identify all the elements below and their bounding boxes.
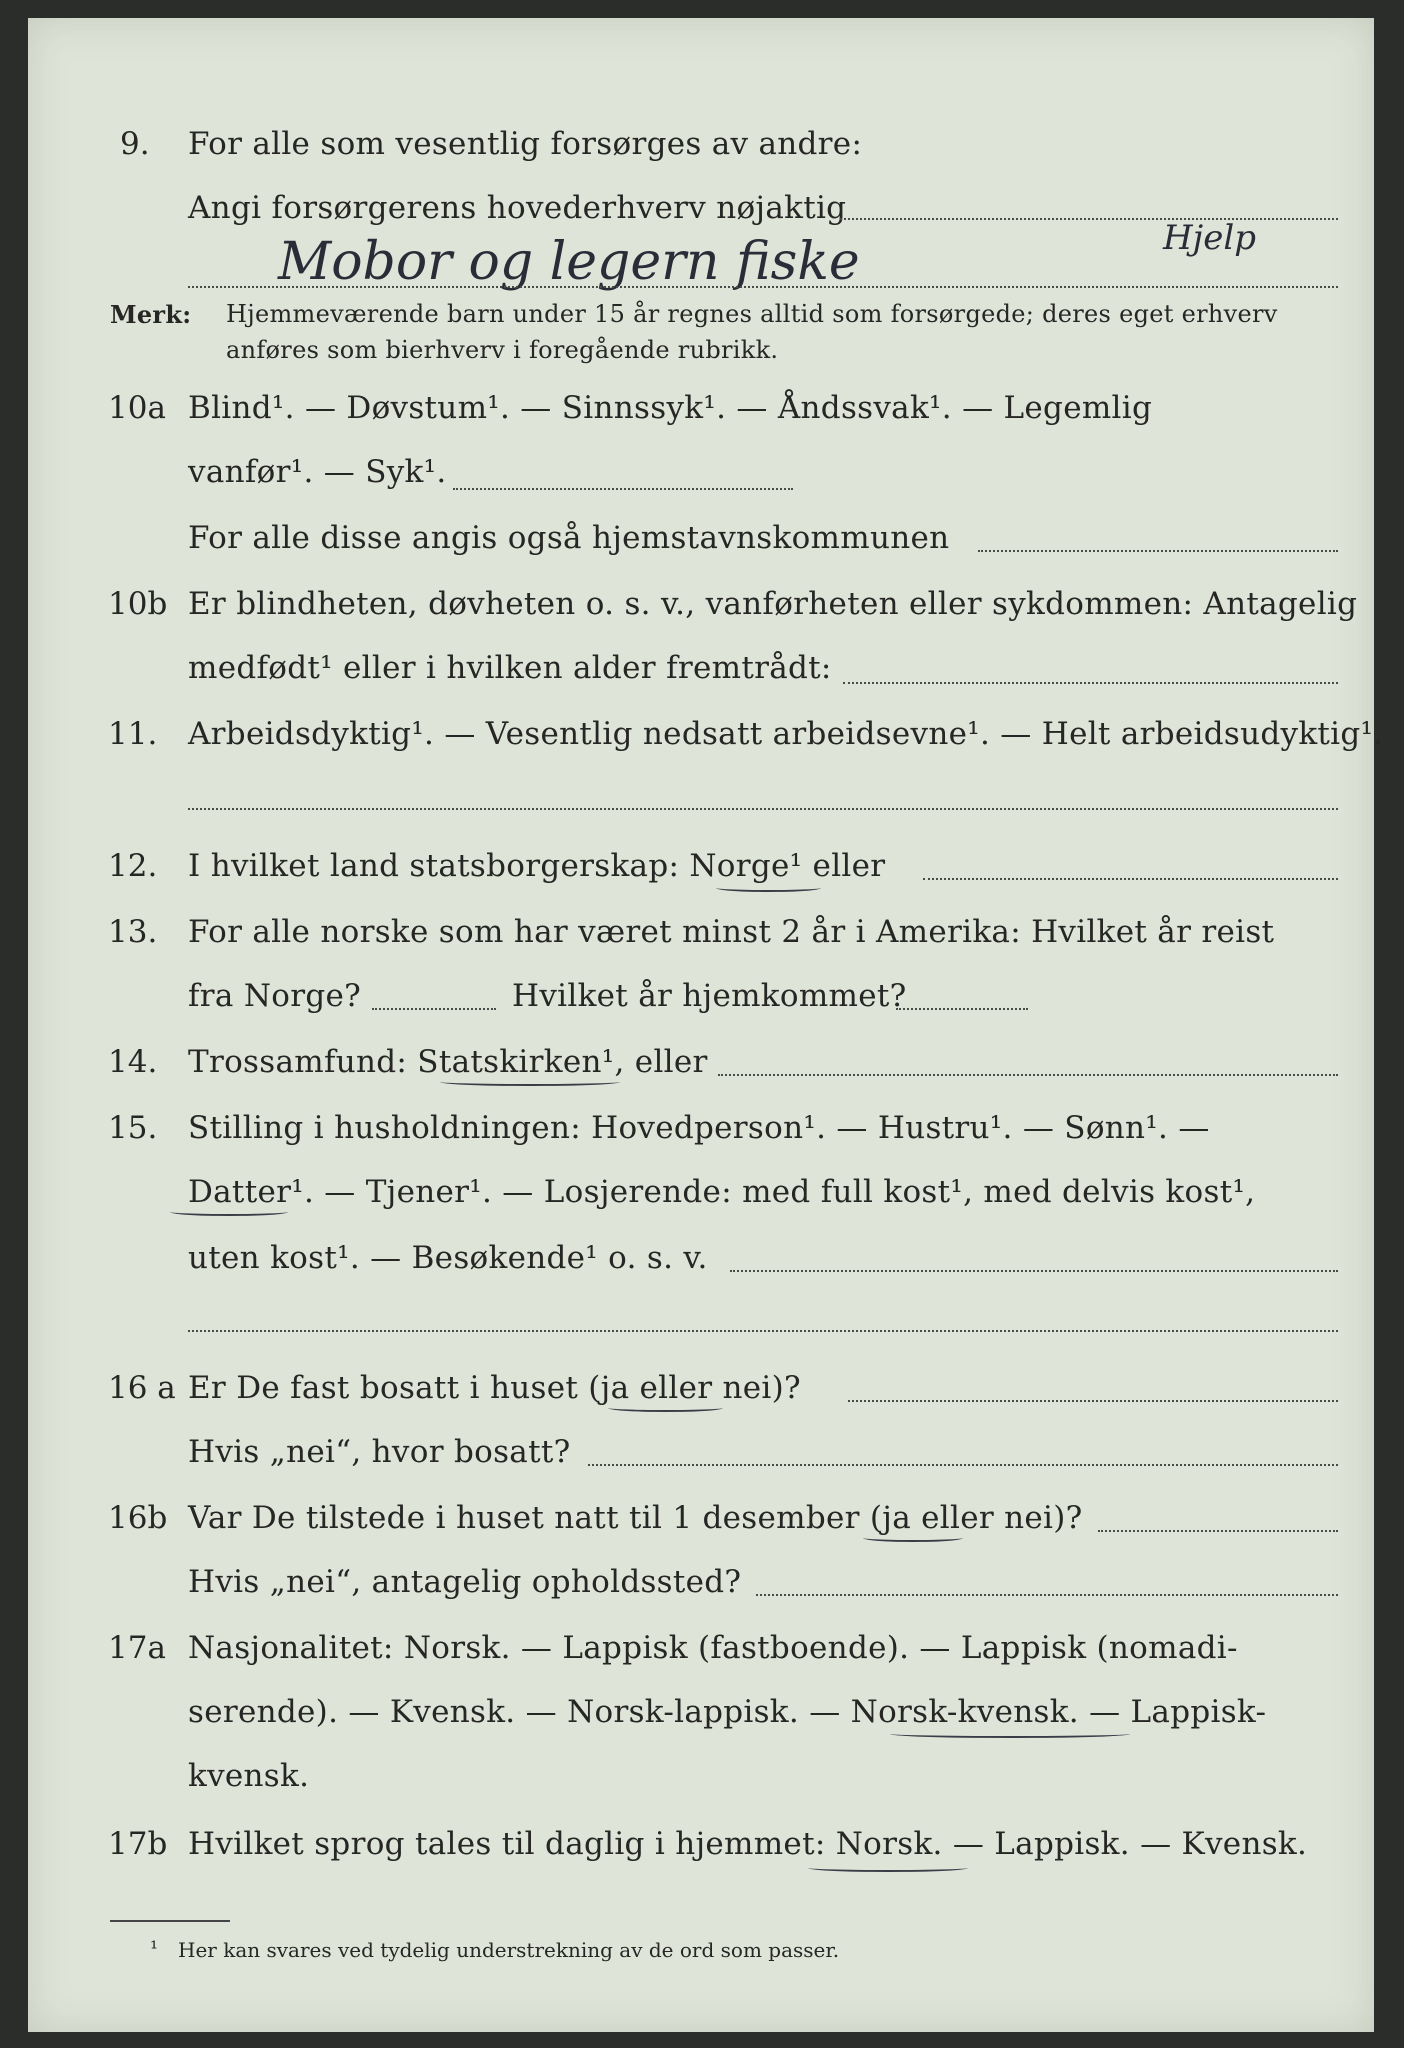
q10a-line1: Blind¹. — Døvstum¹. — Sinnssyk¹. — Åndssvak¹. — Legemlig	[188, 390, 1153, 426]
q15-line1: Stilling i husholdningen: Hovedperson¹. — Hustru¹. — Sønn¹. —	[188, 1110, 1210, 1146]
q13-line2b: Hvilket år hjemkommet?	[512, 978, 907, 1014]
q10b-answer-line	[843, 682, 1338, 684]
q13-reist-line	[372, 1008, 496, 1010]
q9-answer-line	[188, 286, 1338, 288]
q11-line1: Arbeidsdyktig¹. — Vesentlig nedsatt arbeidsevne¹. — Helt arbeidsudyktig¹.	[188, 716, 1384, 752]
footnote-mark: ¹	[150, 1936, 159, 1960]
q16a-answer-line	[848, 1400, 1338, 1402]
q14-number: 14.	[108, 1044, 158, 1080]
q9-number: 9.	[120, 126, 150, 162]
q16a-number: 16 a	[108, 1370, 176, 1406]
q14-statskirken-underline	[440, 1078, 620, 1086]
q16a-line2: Hvis „nei“, hvor bosatt?	[188, 1434, 571, 1470]
q15-line2: Datter¹. — Tjener¹. — Losjerende: med full kost¹, med delvis kost¹,	[188, 1174, 1256, 1210]
q16b-line2: Hvis „nei“, antagelig opholdssted?	[188, 1564, 742, 1600]
q10a-number: 10a	[108, 390, 166, 426]
q12-norge-underline	[716, 884, 821, 892]
q17a-number: 17a	[108, 1630, 166, 1666]
q10a-syk-line	[453, 488, 793, 490]
q16a-line1: Er De fast bosatt i huset (ja eller nei)?	[188, 1370, 801, 1406]
q10a-line3: For alle disse angis også hjemstavnskommunen	[188, 520, 950, 556]
q15-number: 15.	[108, 1110, 158, 1146]
census-form-page	[28, 18, 1384, 2032]
q10b-line2: medfødt¹ eller i hvilken alder fremtrådt:	[188, 650, 832, 686]
q16b-line1: Var De tilstede i huset natt til 1 desember (ja eller nei)?	[188, 1500, 1083, 1536]
q13-line2a: fra Norge?	[188, 978, 362, 1014]
q16b-ja-underline	[863, 1534, 963, 1542]
q15-line3: uten kost¹. — Besøkende¹ o. s. v.	[188, 1240, 708, 1276]
q15-answer-line-2	[188, 1330, 1338, 1332]
q12-answer-line	[923, 878, 1338, 880]
q9-handwritten-answer: Mobor og legern fiske	[278, 232, 860, 292]
merk-line2: anføres som bierhverv i foregående rubrikk.	[226, 336, 779, 364]
q11-answer-line	[188, 808, 1338, 810]
q9-line2: Angi forsørgerens hovederhverv nøjaktig	[188, 190, 847, 226]
q14-answer-line	[718, 1074, 1338, 1076]
q12-line1: I hvilket land statsborgerskap: Norge¹ eller	[188, 848, 886, 884]
q17a-norsk-kvensk-underline	[890, 1730, 1130, 1738]
q15-answer-line	[730, 1270, 1338, 1272]
q11-number: 11.	[108, 716, 158, 752]
q14-line1: Trossamfund: Statskirken¹, eller	[188, 1044, 708, 1080]
q16b-answer-line	[1098, 1530, 1338, 1532]
footnote-text: Her kan svares ved tydelig understrekning av de ord som passer.	[178, 1938, 840, 1962]
q13-hjemkommet-line	[896, 1008, 1028, 1010]
q17a-line1: Nasjonalitet: Norsk. — Lappisk (fastboende). — Lappisk (nomadi-	[188, 1630, 1238, 1666]
q10a-line2: vanfør¹. — Syk¹.	[188, 454, 447, 490]
q16b-number: 16b	[108, 1500, 168, 1536]
merk-line1: Hjemmeværende barn under 15 år regnes alltid som forsørgede; deres eget erhverv	[226, 300, 1278, 328]
q17a-line3: kvensk.	[188, 1758, 310, 1794]
q10a-kommune-line	[978, 550, 1338, 552]
q9-line1: For alle som vesentlig forsørges av andre:	[188, 126, 863, 162]
q9-answer-dotted-line	[840, 218, 1338, 220]
q17b-number: 17b	[108, 1826, 168, 1862]
merk-label: Merk:	[110, 300, 192, 329]
q9-handwritten-note: Hjelp	[1163, 218, 1256, 258]
q12-number: 12.	[108, 848, 158, 884]
q13-line1: For alle norske som har været minst 2 år i Amerika: Hvilket år reist	[188, 914, 1275, 950]
q16a-bosatt-line	[588, 1464, 1338, 1466]
q17b-norsk-underline	[808, 1864, 968, 1872]
q17b-line1: Hvilket sprog tales til daglig i hjemmet: Norsk. — Lappisk. — Kvensk.	[188, 1826, 1308, 1862]
q15-datter-underline	[170, 1208, 288, 1216]
footnote-rule	[110, 1920, 230, 1922]
q13-number: 13.	[108, 914, 158, 950]
q17a-line2: serende). — Kvensk. — Norsk-lappisk. — Norsk-kvensk. — Lappisk-	[188, 1694, 1267, 1730]
q10b-line1: Er blindheten, døvheten o. s. v., vanførheten eller sykdommen: Antagelig	[188, 586, 1358, 622]
q16a-ja-underline	[608, 1404, 723, 1412]
q16b-opholdssted-line	[756, 1594, 1338, 1596]
q10b-number: 10b	[108, 586, 168, 622]
